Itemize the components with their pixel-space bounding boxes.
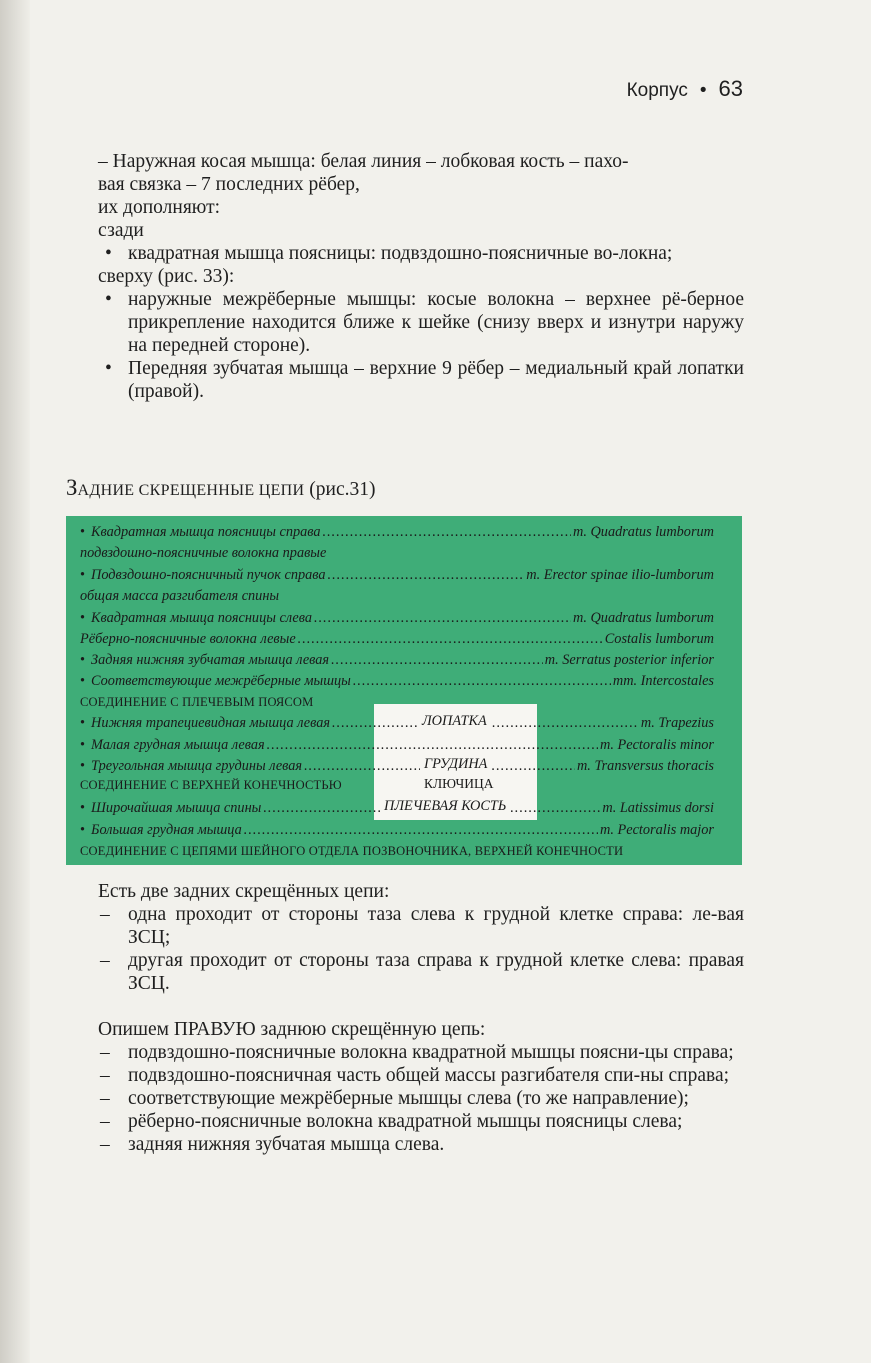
- running-header: [627, 76, 743, 102]
- list-item: • наружные межрёберные мышцы: косые волокна – верхнее рё-берное прикрепление находится ближе к шейке (снизу вверх и изнутри наружу на передней стороне).: [105, 289, 744, 356]
- text-line: сзади: [98, 220, 144, 241]
- text-line: сверху (рис. 33):: [98, 266, 235, 287]
- dash-text: рёберно-поясничные волокна квадратной мышцы поясницы слева;: [128, 1111, 683, 1132]
- page-gutter-shadow: [0, 0, 30, 1363]
- bone-label-sternum: ГРУДИНА: [420, 756, 491, 773]
- bullet-text: квадратная мышца поясницы: подвздошно-поясничные во-локна;: [128, 243, 673, 264]
- muscle-row: • Задняя нижняя зубчатая мышца левая ..... m. Serratus posterior inferior: [80, 650, 714, 670]
- dash-text: одна проходит от стороны таза слева к грудной клетке справа: ле-вая ЗСЦ;: [128, 904, 744, 948]
- header-title: Корпус: [626, 80, 688, 101]
- muscle-row: • Квадратная мышца поясницы справа ..... m. Quadratus lumborum: [80, 522, 714, 542]
- header-separator: •: [699, 80, 707, 101]
- muscle-row: • Большая грудная мышца ..... m. Pectoralis major: [80, 820, 714, 840]
- muscle-row: • Нижняя трапециевидная мышца левая ..... m. Trapezius: [80, 713, 714, 733]
- section-title-rest: АДНИЕ СКРЕЩЕННЫЕ ЦЕПИ: [77, 482, 305, 499]
- text-line: вая связка – 7 последних рёбер,: [98, 174, 360, 195]
- list-item: – рёберно-поясничные волокна квадратной мышцы поясницы слева;: [100, 1111, 683, 1132]
- subheading: СОЕДИНЕНИЕ С ВЕРХНЕЙ КОНЕЧНОСТЬЮ: [80, 778, 342, 792]
- list-item: – подвздошно-поясничные волокна квадратной мышцы поясни-цы справа;: [100, 1042, 734, 1063]
- list-item: • квадратная мышца поясницы: подвздошно-поясничные во-локна;: [105, 243, 673, 264]
- top-text-block: [98, 150, 744, 403]
- list-item: – одна проходит от стороны таза слева к грудной клетке справа: ле-вая ЗСЦ;: [100, 904, 744, 948]
- list-item: – задняя нижняя зубчатая мышца слева.: [100, 1134, 445, 1155]
- section-title-ref: (рис.31): [309, 479, 376, 500]
- list-item: – другая проходит от стороны таза справа к грудной клетке слева: правая ЗСЦ.: [100, 950, 744, 994]
- subheading: СОЕДИНЕНИЕ С ЦЕПЯМИ ШЕЙНОГО ОТДЕЛА ПОЗВОНОЧНИКА, ВЕРХНЕЙ КОНЕЧНОСТИ: [80, 844, 624, 858]
- muscle-row: • Соответствующие межрёберные мышцы ..... mm. Intercostales: [80, 671, 714, 691]
- dash-text: другая проходит от стороны таза справа к грудной клетке слева: правая ЗСЦ.: [128, 950, 744, 994]
- bullet-text: Передняя зубчатая мышца – верхние 9 рёбер – медиальный край лопатки (правой).: [128, 358, 744, 402]
- bone-label-clavicle: КЛЮЧИЦА: [424, 776, 494, 791]
- bullet-text: наружные межрёберные мышцы: косые волокна – верхнее рё-берное прикрепление находится ближе к шейке (снизу вверх и изнутри наружу на передней стороне).: [128, 289, 744, 356]
- muscle-row: • Широчайшая мышца спины ..... m. Latissimus dorsi: [80, 798, 714, 818]
- muscle-row: подвздошно-поясничные волокна правые: [80, 545, 327, 561]
- muscle-row: • Квадратная мышца поясницы слева ..... m. Quadratus lumborum: [80, 608, 714, 628]
- section-title-initial: З: [66, 475, 78, 500]
- bottom-text-block-2: [98, 1018, 744, 1156]
- muscle-row: • Малая грудная мышца левая ..... m. Pectoralis minor: [80, 735, 714, 755]
- subheading: СОЕДИНЕНИЕ С ПЛЕЧЕВЫМ ПОЯСОМ: [80, 695, 314, 709]
- muscle-row: • Подвздошно-поясничный пучок справа ..... m. Erector spinae ilio-lumborum: [80, 565, 714, 585]
- dash-text: подвздошно-поясничные волокна квадратной мышцы поясни-цы справа;: [128, 1042, 734, 1063]
- muscle-row: • Треугольная мышца грудины левая ..... m. Transversus thoracis: [80, 756, 714, 776]
- dash-text: задняя нижняя зубчатая мышца слева.: [128, 1134, 445, 1155]
- bone-label-scapula: ЛОПАТКА: [418, 713, 491, 730]
- list-item: • Передняя зубчатая мышца – верхние 9 рёбер – медиальный край лопатки (правой).: [105, 358, 744, 402]
- bone-label-humerus: ПЛЕЧЕВАЯ КОСТЬ: [380, 798, 510, 815]
- text-line: Есть две задних скрещённых цепи:: [98, 881, 390, 902]
- section-title: [66, 475, 375, 501]
- text-line: – Наружная косая мышца: белая линия – лобковая кость – пахо-: [98, 151, 629, 172]
- muscle-row: Рёберно-поясничные волокна левые ..... Costalis lumborum: [80, 629, 714, 649]
- page-number: 63: [718, 76, 743, 101]
- dash-text: подвздошно-поясничная часть общей массы разгибателя спи-ны справа;: [128, 1065, 730, 1086]
- list-item: – подвздошно-поясничная часть общей массы разгибателя спи-ны справа;: [100, 1065, 730, 1086]
- chain-summary-box: [66, 516, 742, 865]
- bottom-text-block-1: [98, 880, 744, 995]
- text-line: их дополняют:: [98, 197, 221, 218]
- dash-text: соответствующие межрёберные мышцы слева (то же направление);: [128, 1088, 689, 1109]
- muscle-row: общая масса разгибателя спины: [80, 588, 280, 604]
- list-item: – соответствующие межрёберные мышцы слева (то же направление);: [100, 1088, 689, 1109]
- text-line: Опишем ПРАВУЮ заднюю скрещённую цепь:: [98, 1019, 486, 1040]
